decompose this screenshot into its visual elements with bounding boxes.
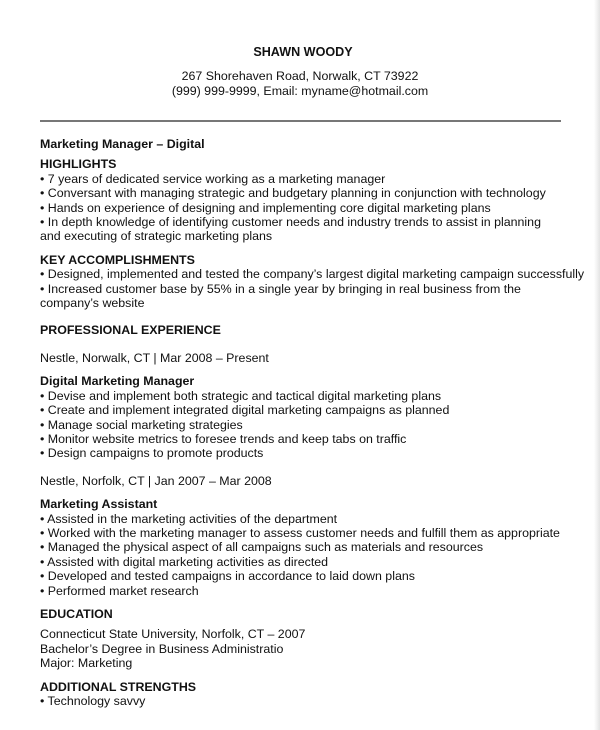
header-divider: [40, 120, 561, 122]
experience-heading: PROFESSIONAL EXPERIENCE: [40, 323, 221, 338]
job-title: Digital Marketing Manager: [40, 374, 195, 389]
highlight-item: • Hands on experience of designing and implementing core digital marketing plans: [40, 200, 491, 215]
job-duty: • Create and implement integrated digital marketing campaigns as planned: [40, 403, 450, 418]
page-edge-shadow: [594, 0, 600, 730]
job-duty: • Worked with the marketing manager to assess customer needs and fulfill them as appropriate: [40, 525, 560, 540]
job-duty: • Manage social marketing strategies: [40, 417, 243, 432]
job-duty: • Devise and implement both strategic and tactical digital marketing plans: [40, 388, 442, 403]
job-duty: • Assisted in the marketing activities of the department: [40, 511, 338, 526]
job-employer: Nestle, Norwalk, CT | Mar 2008 – Present: [40, 350, 269, 365]
job-title: Marketing Assistant: [40, 497, 158, 512]
resume-body: [40, 137, 585, 708]
job-duty: • Design campaigns to promote products: [40, 446, 264, 461]
education-line: Major: Marketing: [40, 656, 133, 671]
job-employer: Nestle, Norfolk, CT | Jan 2007 – Mar 2008: [40, 473, 272, 488]
resume-header: [0, 45, 600, 98]
accomplishments-heading: KEY ACCOMPLISHMENTS: [40, 252, 195, 267]
strength-item: • Technology savvy: [40, 694, 146, 708]
strengths-heading: ADDITIONAL STRENGTHS: [40, 679, 197, 694]
education-heading: EDUCATION: [40, 606, 113, 621]
job-duty: • Assisted with digital marketing activities as directed: [40, 554, 329, 569]
candidate-contact: (999) 999-9999, Email: myname@hotmail.com: [171, 83, 429, 98]
education-line: Bachelor’s Degree in Business Administratio: [40, 641, 284, 656]
accomplishment-item: • Designed, implemented and tested the company’s largest digital marketing campaign successfully: [40, 267, 585, 282]
job-duty: • Monitor website metrics to foresee trends and keep tabs on traffic: [40, 431, 407, 446]
objective-title: Marketing Manager – Digital: [40, 137, 205, 151]
candidate-name: SHAWN WOODY: [253, 45, 353, 59]
job-duty: • Performed market research: [40, 583, 199, 598]
job-duty: • Managed the physical aspect of all campaigns such as materials and resources: [40, 540, 484, 555]
highlights-heading: HIGHLIGHTS: [40, 157, 117, 172]
job-duty: • Developed and tested campaigns in accordance to laid down plans: [40, 569, 415, 584]
candidate-address: 267 Shorehaven Road, Norwalk, CT 73922: [181, 69, 419, 84]
education-line: Connecticut State University, Norfolk, CT – 2007: [40, 627, 306, 642]
accomplishment-item: • Increased customer base by 55% in a single year by bringing in real business from the company’s website: [40, 281, 521, 311]
highlight-item: • Conversant with managing strategic and budgetary planning in conjunction with technology: [40, 186, 546, 201]
highlight-item: • 7 years of dedicated service working as a marketing manager: [40, 171, 386, 186]
highlight-item: • In depth knowledge of identifying customer needs and industry trends to assist in planning and executing of strategic marketing plans: [40, 215, 541, 244]
